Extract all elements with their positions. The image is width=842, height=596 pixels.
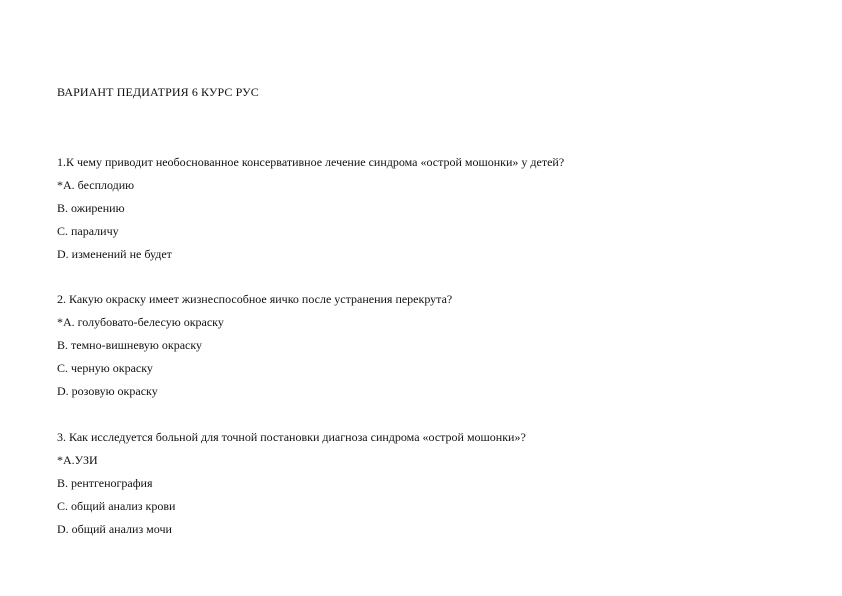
question-2-option-d: D. розовую окраску: [57, 384, 158, 398]
question-1-option-a: *А. бесплодию: [57, 178, 135, 192]
question-1-option-d: D. изменений не будет: [57, 247, 172, 261]
question-2-option-a: *А. голубовато-белесую окраску: [57, 315, 224, 329]
question-3-option-b: B. рентгенография: [57, 476, 153, 490]
question-3-option-d: D. общий анализ мочи: [57, 522, 172, 536]
question-2-text: 2. Какую окраску имеет жизнеспособное яичко после устранения перекрута?: [57, 292, 453, 306]
question-2-option-c: C. черную окраску: [57, 361, 153, 375]
question-1-option-c: C. параличу: [57, 224, 119, 238]
question-1-option-b: B. ожирению: [57, 201, 125, 215]
question-3-option-c: C. общий анализ крови: [57, 499, 176, 513]
question-3-option-a: *А.УЗИ: [57, 453, 98, 467]
document-title: ВАРИАНТ ПЕДИАТРИЯ 6 КУРС РУС: [57, 85, 259, 99]
question-1-text: 1.К чему приводит необоснованное консервативное лечение синдрома «острой мошонки» у детей?: [57, 155, 565, 169]
question-3-text: 3. Как исследуется больной для точной постановки диагноза синдрома «острой мошонки»?: [57, 430, 526, 444]
question-2-option-b: B. темно-вишневую окраску: [57, 338, 203, 352]
